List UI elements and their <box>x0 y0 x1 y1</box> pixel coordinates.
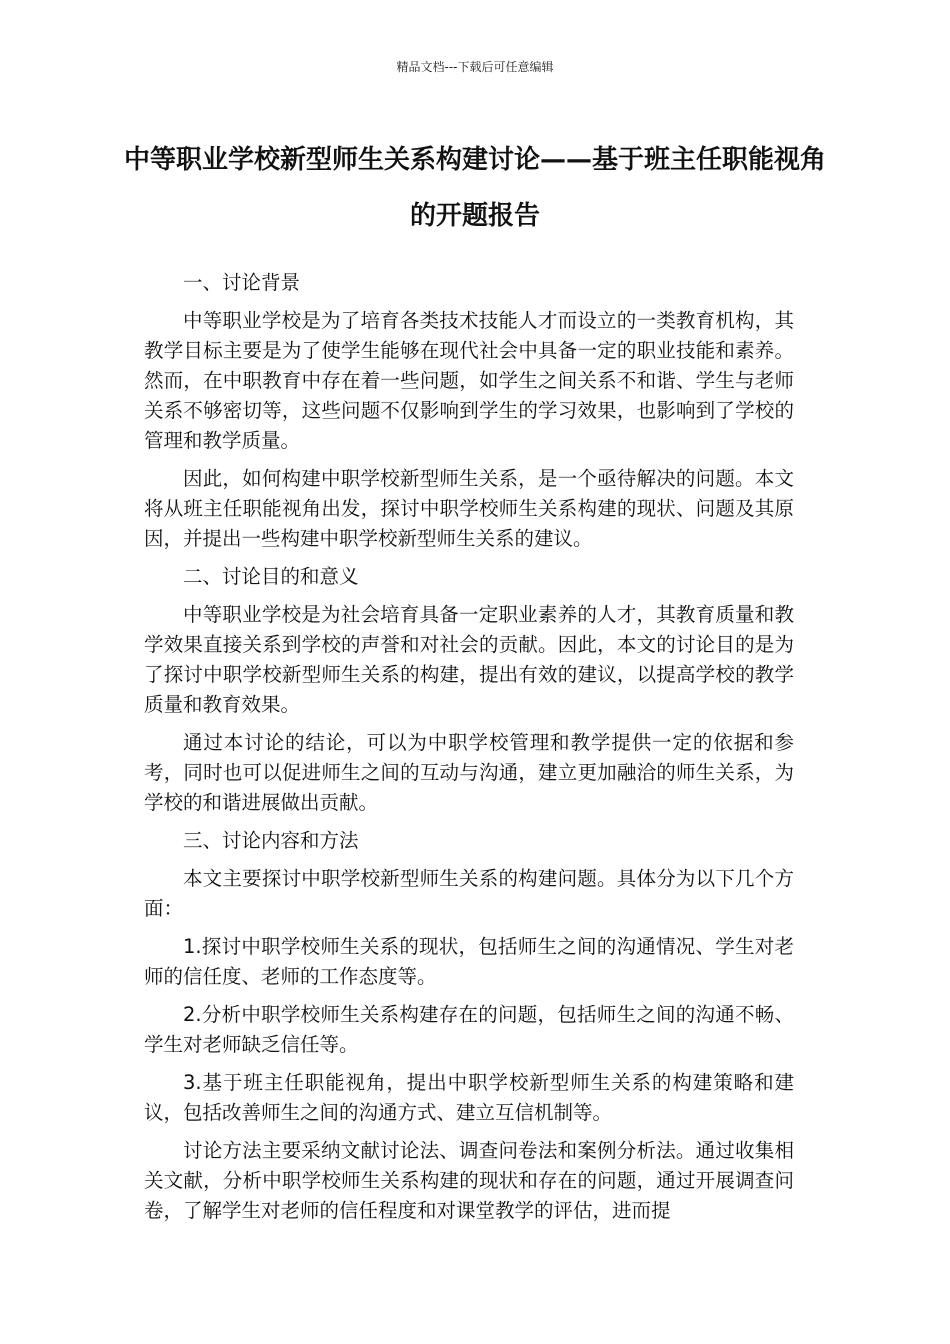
page-header-note: 精品文档---下载后可任意编辑 <box>396 60 554 74</box>
section-heading-content-method: 三、讨论内容和方法 <box>183 829 359 852</box>
list-item: 3.基于班主任职能视角，提出中职学校新型师生关系的构建策略和建议，包括改善师生之间的沟通方式、建立互信机制等。 <box>144 1071 794 1124</box>
paragraph: 讨论方法主要采纳文献讨论法、调查问卷法和案例分析法。通过收集相关文献，分析中职学校师生关系构建的现状和存在的问题，通过开展调查问卷，了解学生对老师的信任程度和对课堂教学的评估，进而提 <box>144 1139 794 1222</box>
section-heading-purpose: 二、讨论目的和意义 <box>183 565 359 588</box>
paragraph: 因此，如何构建中职学校新型师生关系，是一个亟待解决的问题。本文将从班主任职能视角出发，探讨中职学校师生关系构建的现状、问题及其原因，并提出一些构建中职学校新型师生关系的建议。 <box>144 467 794 550</box>
document-title: 中等职业学校新型师生关系构建讨论——基于班主任职能视角的开题报告 <box>123 145 826 231</box>
document-body <box>144 268 794 1234</box>
list-item: 1.探讨中职学校师生关系的现状，包括师生之间的沟通情况、学生对老师的信任度、老师的工作态度等。 <box>144 935 794 988</box>
section-heading-background: 一、讨论背景 <box>183 271 301 294</box>
paragraph: 中等职业学校是为社会培育具备一定职业素养的人才，其教育质量和教学效果直接关系到学校的声誉和对社会的贡献。因此，本文的讨论目的是为了探讨中职学校新型师生关系的构建，提出有效的建议，以提高学校的教学质量和教育效果。 <box>144 603 794 716</box>
paragraph: 本文主要探讨中职学校新型师生关系的构建问题。具体分为以下几个方面： <box>144 867 794 920</box>
list-item: 2.分析中职学校师生关系构建存在的问题，包括师生之间的沟通不畅、学生对老师缺乏信任等。 <box>144 1003 794 1056</box>
paragraph: 中等职业学校是为了培育各类技术技能人才而设立的一类教育机构，其教学目标主要是为了使学生能够在现代社会中具备一定的职业技能和素养。然而，在中职教育中存在着一些问题，如学生之间关系不和谐、学生与老师关系不够密切等，这些问题不仅影响到学生的学习效果，也影响到了学校的管理和教学质量。 <box>144 309 794 452</box>
paragraph: 通过本讨论的结论，可以为中职学校管理和教学提供一定的依据和参考，同时也可以促进师生之间的互动与沟通，建立更加融洽的师生关系，为学校的和谐进展做出贡献。 <box>144 731 794 814</box>
